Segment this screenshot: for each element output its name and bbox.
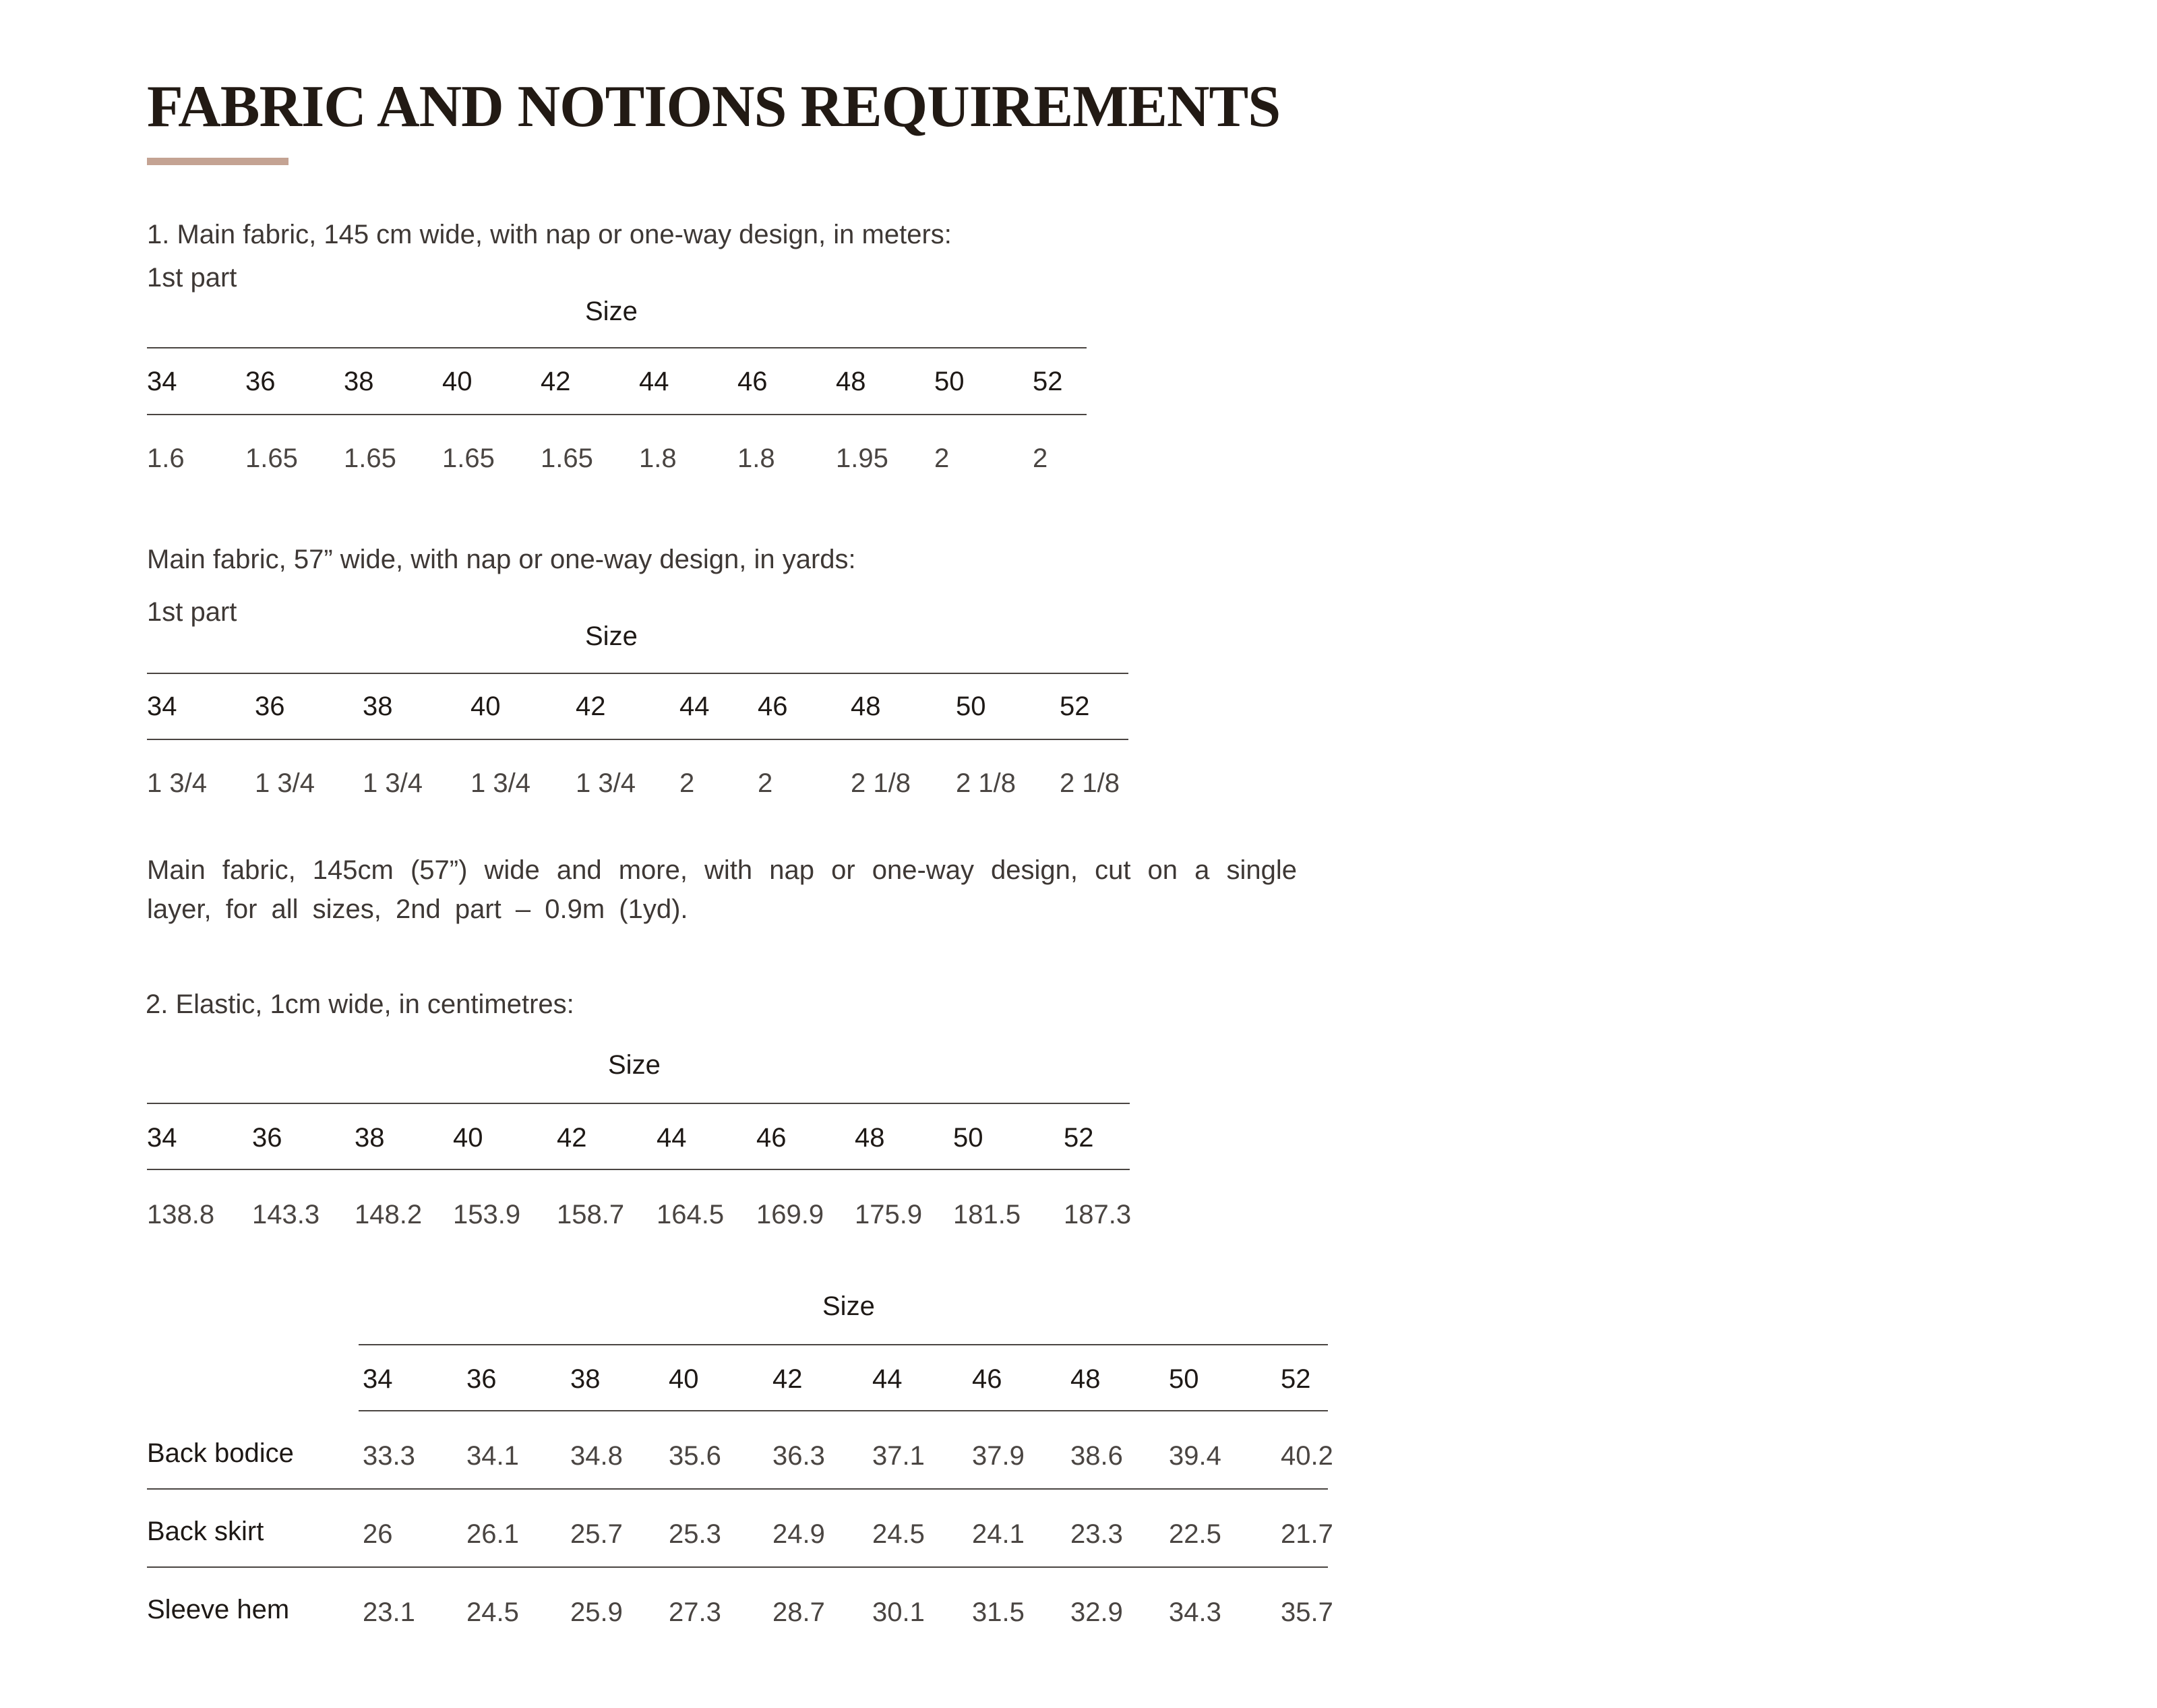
value-cell: 1.65 [245,444,298,473]
value-cell: 27.3 [669,1597,721,1627]
size-header-cell: 52 [1060,692,1090,721]
size-header-cell: 52 [1064,1123,1094,1153]
size-header-cell: 40 [442,367,473,396]
size-header-cell: 36 [466,1364,497,1394]
size-header-cell: 38 [355,1123,385,1153]
value-cell: 2 [758,768,773,798]
size-header-cell: 46 [972,1364,1002,1394]
value-cell: 187.3 [1064,1200,1132,1229]
size-header-cell: 40 [669,1364,699,1394]
value-cell: 1 3/4 [576,768,636,798]
size-header-cell: 34 [147,1123,177,1153]
value-cell: 158.7 [557,1200,625,1229]
value-cell: 37.1 [872,1441,925,1471]
value-cell: 1.65 [541,444,593,473]
size-header-cell: 40 [453,1123,483,1153]
size-header-cell: 36 [255,692,285,721]
value-cell: 24.5 [466,1597,519,1627]
size-header-cell: 46 [756,1123,787,1153]
value-cell: 138.8 [147,1200,215,1229]
size-header-cell: 50 [1169,1364,1199,1394]
size-header-cell: 52 [1281,1364,1311,1394]
value-cell: 26 [363,1519,393,1549]
value-cell: 175.9 [855,1200,923,1229]
value-cell: 2 [679,768,695,798]
value-cell: 24.9 [772,1519,825,1549]
value-cell: 153.9 [453,1200,521,1229]
value-cell: 2 1/8 [851,768,911,798]
value-cell: 34.1 [466,1441,519,1471]
size-header-cell: 38 [363,692,393,721]
section-4-top-rule [359,1344,1328,1345]
size-header-cell: 44 [679,692,710,721]
section-4-row-rule-1 [147,1488,1328,1490]
size-header-cell: 34 [147,367,177,396]
size-header-cell: 38 [344,367,374,396]
section-4-row-rule-2 [147,1566,1328,1568]
value-cell: 1 3/4 [147,768,207,798]
size-header-cell: 36 [252,1123,282,1153]
section-1-mid-rule [147,414,1087,415]
size-header-cell: 50 [953,1123,983,1153]
value-cell: 23.3 [1070,1519,1123,1549]
section-4-header-rule [359,1410,1328,1411]
size-header-cell: 50 [934,367,965,396]
size-header-cell: 48 [855,1123,885,1153]
size-header-cell: 42 [576,692,606,721]
row-label: Back bodice [147,1438,294,1468]
value-cell: 1 3/4 [255,768,315,798]
title-underline [147,158,288,165]
value-cell: 2 [1033,444,1048,473]
value-cell: 24.5 [872,1519,925,1549]
value-cell: 1.65 [344,444,396,473]
value-cell: 22.5 [1169,1519,1221,1549]
value-cell: 26.1 [466,1519,519,1549]
value-cell: 39.4 [1169,1441,1221,1471]
value-cell: 34.8 [570,1441,623,1471]
value-cell: 34.3 [1169,1597,1221,1627]
value-cell: 181.5 [953,1200,1021,1229]
value-cell: 32.9 [1070,1597,1123,1627]
value-cell: 31.5 [972,1597,1025,1627]
value-cell: 25.7 [570,1519,623,1549]
section-2-heading: Main fabric, 57” wide, with nap or one-way design, in yards: [147,545,856,574]
value-cell: 169.9 [756,1200,824,1229]
value-cell: 1 3/4 [363,768,423,798]
size-header-cell: 36 [245,367,276,396]
size-header-cell: 46 [758,692,788,721]
row-label: Back skirt [147,1517,264,1546]
section-3-mid-rule [147,1169,1130,1170]
size-header-cell: 48 [851,692,881,721]
value-cell: 24.1 [972,1519,1025,1549]
section-2-size-label: Size [585,621,638,651]
section-1-size-label: Size [585,297,638,326]
value-cell: 25.3 [669,1519,721,1549]
value-cell: 1.8 [639,444,677,473]
size-header-cell: 38 [570,1364,601,1394]
row-label: Sleeve hem [147,1595,290,1624]
value-cell: 38.6 [1070,1441,1123,1471]
value-cell: 21.7 [1281,1519,1333,1549]
size-header-cell: 44 [872,1364,903,1394]
size-header-cell: 42 [772,1364,803,1394]
value-cell: 143.3 [252,1200,320,1229]
value-cell: 164.5 [657,1200,725,1229]
value-cell: 25.9 [570,1597,623,1627]
size-header-cell: 34 [147,692,177,721]
page-title: FABRIC AND NOTIONS REQUIREMENTS [147,74,1281,140]
section-1-heading: 1. Main fabric, 145 cm wide, with nap or one-way design, in meters: [147,220,952,249]
value-cell: 35.7 [1281,1597,1333,1627]
size-header-cell: 42 [557,1123,587,1153]
value-cell: 1.8 [737,444,775,473]
size-header-cell: 48 [1070,1364,1101,1394]
size-header-cell: 34 [363,1364,393,1394]
size-header-cell: 40 [470,692,501,721]
value-cell: 35.6 [669,1441,721,1471]
value-cell: 1.6 [147,444,185,473]
value-cell: 36.3 [772,1441,825,1471]
section-2-top-rule [147,673,1128,674]
section-3-size-label: Size [608,1050,661,1080]
section-1-top-rule [147,347,1087,348]
size-header-cell: 46 [737,367,768,396]
section-2-part: 1st part [147,597,237,627]
value-cell: 30.1 [872,1597,925,1627]
value-cell: 1.95 [836,444,888,473]
size-header-cell: 44 [657,1123,687,1153]
section-3-top-rule [147,1103,1130,1104]
size-header-cell: 42 [541,367,571,396]
section-4-size-label: Size [822,1291,875,1321]
value-cell: 1 3/4 [470,768,530,798]
value-cell: 33.3 [363,1441,415,1471]
value-cell: 2 1/8 [956,768,1016,798]
size-header-cell: 52 [1033,367,1063,396]
value-cell: 2 [934,444,950,473]
size-header-cell: 48 [836,367,866,396]
value-cell: 148.2 [355,1200,423,1229]
value-cell: 23.1 [363,1597,415,1627]
value-cell: 40.2 [1281,1441,1333,1471]
single-layer-note: Main fabric, 145cm (57”) wide and more, with nap or one-way design, cut on a single layer, for all sizes, 2nd part – 0.9m (1yd). [147,855,1297,924]
section-2-mid-rule [147,739,1128,740]
size-header-cell: 44 [639,367,669,396]
value-cell: 2 1/8 [1060,768,1120,798]
value-cell: 37.9 [972,1441,1025,1471]
size-header-cell: 50 [956,692,986,721]
value-cell: 1.65 [442,444,495,473]
section-3-heading: 2. Elastic, 1cm wide, in centimetres: [146,989,574,1019]
section-1-part: 1st part [147,263,237,293]
value-cell: 28.7 [772,1597,825,1627]
